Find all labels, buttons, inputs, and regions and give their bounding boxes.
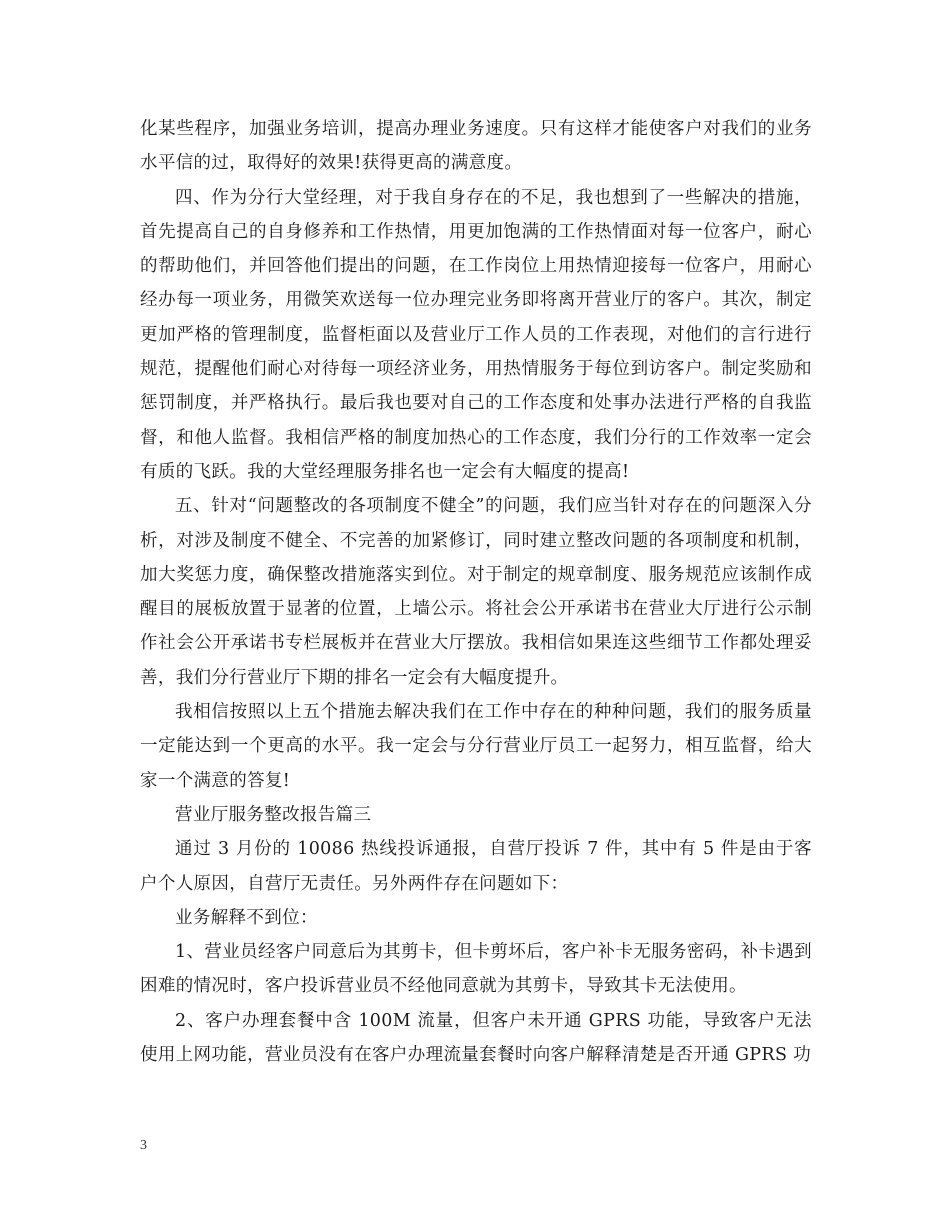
paragraph: 1、营业员经客户同意后为其剪卡，但卡剪坏后，客户补卡无服务密码，补卡遇到困难的情况时，客户投诉营业员不经他同意就为其剪卡，导致其卡无法使用。	[140, 942, 812, 997]
paragraph: 化某些程序，加强业务培训，提高办理业务速度。只有这样才能使客户对我们的业务水平信的过，取得好的效果!获得更高的满意度。	[140, 119, 812, 174]
paragraph: 2、客户办理套餐中含 100M 流量，但客户未开通 GPRS 功能，导致客户无法使用上网功能，营业员没有在客户办理流量套餐时向客户解释清楚是否开通 GPRS 功	[140, 1010, 812, 1066]
section-heading: 营业厅服务整改报告篇三	[175, 804, 372, 825]
paragraph: 我相信按照以上五个措施去解决我们在工作中存在的种种问题，我们的服务质量一定能达到一个更高的水平。我一定会与分行营业厅员工一起努力，相互监督，给大家一个满意的答复!	[140, 702, 812, 791]
document-body	[140, 112, 812, 1072]
paragraph: 四、作为分行大堂经理，对于我自身存在的不足，我也想到了一些解决的措施，首先提高自己的自身修养和工作热情，用更加饱满的工作热情面对每一位客户，耐心的帮助他们，并回答他们提出的问题，在工作岗位上用热情迎接每一位客户，用耐心经办每一项业务，用微笑欢送每一位办理完业务即将离开营业厅的客户。其次，制定更加严格的管理制度，监督柜面以及营业厅工作人员的工作表现，对他们的言行进行规范，提醒他们耐心对待每一项经济业务，用热情服务于每位到访客户。制定奖励和惩罚制度，并严格执行。最后我也要对自己的工作态度和处事办法进行严格的自我监督，和他人监督。我相信严格的制度加热心的工作态度，我们分行的工作效率一定会有质的飞跃。我的大堂经理服务排名也一定会有大幅度的提高!	[140, 187, 812, 482]
paragraph: 通过 3 月份的 10086 热线投诉通报，自营厅投诉 7 件，其中有 5 件是由于客户个人原因，自营厅无责任。另外两件存在问题如下：	[140, 839, 812, 894]
paragraph: 业务解释不到位：	[175, 907, 318, 928]
page-number: 3	[140, 1138, 147, 1153]
paragraph: 五、针对“问题整改的各项制度不健全”的问题，我们应当针对存在的问题深入分析，对涉及制度不健全、不完善的加紧修订，同时建立整改问题的各项制度和机制，加大奖惩力度，确保整改措施落实到位。对于制定的规章制度、服务规范应该制作成醒目的展板放置于显著的位置，上墙公示。将社会公开承诺书在营业大厅进行公示制作社会公开承诺书专栏展板并在营业大厅摆放。我相信如果连这些细节工作都处理妥善，我们分行营业厅下期的排名一定会有大幅度提升。	[140, 496, 812, 688]
